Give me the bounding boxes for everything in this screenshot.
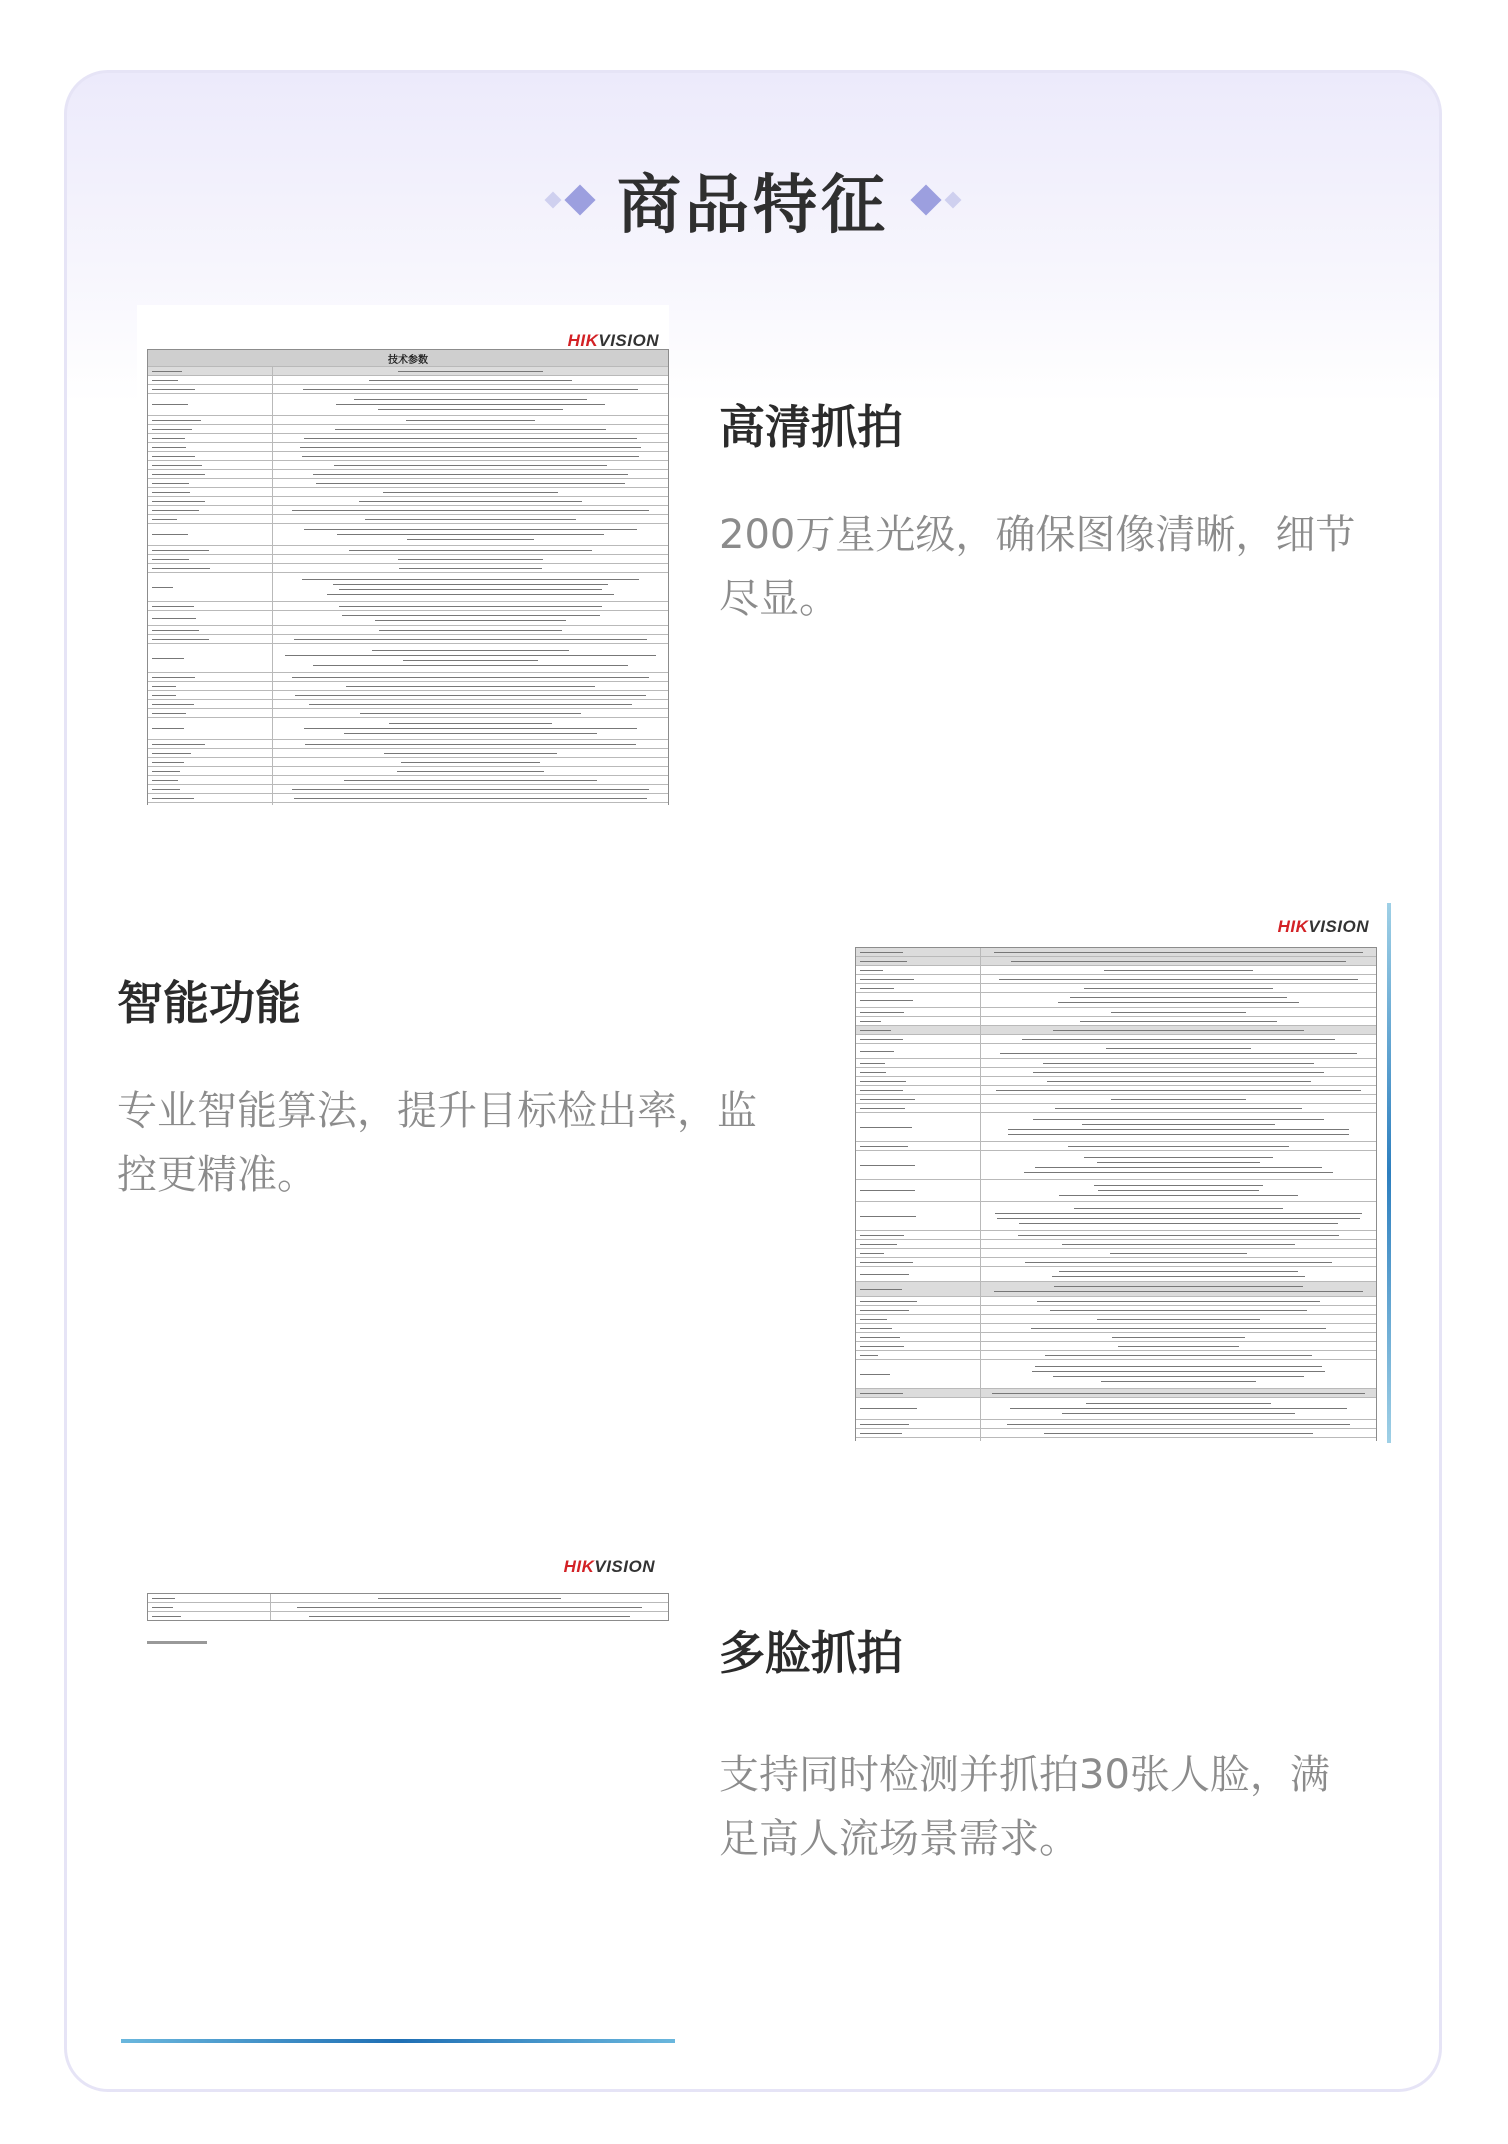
spec-row [148,524,668,546]
spec-row [148,443,668,452]
spec-row [148,470,668,479]
spec-row [148,434,668,443]
spec-row [856,1026,1376,1035]
spec-row [856,1068,1376,1077]
spec-row [148,803,668,805]
spec-row [856,1360,1376,1389]
hikvision-logo: HIKVISION [563,1557,655,1576]
feature-card [64,70,1442,2092]
spec-row [856,1333,1376,1342]
spec-row [856,1420,1376,1429]
spec-heading: 技术参数 [388,354,428,366]
spec-row [856,1151,1376,1180]
spec-row [148,367,668,376]
spec-row [148,385,668,394]
spec-row [148,1594,668,1603]
spec-row [856,984,1376,993]
spec-row [148,546,668,555]
spec-row [148,573,668,602]
spec-row [148,497,668,506]
spec-row [148,740,668,749]
spec-row [856,1258,1376,1267]
spec-row [856,966,1376,975]
spec-row [856,1398,1376,1420]
spec-row [856,957,1376,966]
spec-row [148,718,668,740]
spec-row [856,1142,1376,1151]
spec-row [856,1429,1376,1438]
spec-row [148,555,668,564]
image-edge-line [1387,903,1391,1443]
spec-row [148,1612,668,1620]
spec-row [148,1603,668,1612]
spec-row [856,1086,1376,1095]
spec-row [148,785,668,794]
spec-row [856,993,1376,1008]
spec-row [856,1306,1376,1315]
spec-row [148,700,668,709]
spec-row [856,1104,1376,1113]
feature-title-smart-function: 智能功能 [117,976,301,1030]
spec-table [147,349,669,805]
spec-row [148,488,668,497]
image-bottom-edge-line [121,2039,675,2043]
spec-row [148,776,668,785]
spec-row [148,758,668,767]
spec-row [148,673,668,682]
hikvision-logo: HIKVISION [567,331,659,350]
spec-row [148,425,668,434]
spec-row [856,1113,1376,1142]
spec-row [856,975,1376,984]
spec-row [148,479,668,488]
right-diamond-decoration [915,189,959,211]
spec-table [147,1593,669,1621]
spec-row [856,1180,1376,1202]
left-diamond-decoration [547,189,591,211]
section-title: 商品特征 [617,169,889,243]
spec-row [856,1044,1376,1059]
spec-row [148,644,668,673]
spec-row [148,794,668,803]
spec-table [855,947,1377,1441]
spec-row [856,1282,1376,1297]
spec-row [856,1035,1376,1044]
spec-row [856,1077,1376,1086]
spec-row [148,611,668,626]
spec-row [856,1324,1376,1333]
spec-row [148,376,668,385]
spec-row [148,767,668,776]
spec-row [856,1249,1376,1258]
spec-row [856,948,1376,957]
feature-title-hd-capture: 高清抓拍 [719,400,903,454]
spec-row [148,635,668,644]
spec-row [148,564,668,573]
spec-row [856,1240,1376,1249]
spec-row [856,1342,1376,1351]
spec-row [148,749,668,758]
spec-row [856,1095,1376,1104]
feature-title-multi-face-capture: 多脸抓拍 [719,1626,903,1680]
spec-row [856,1017,1376,1026]
hikvision-logo: HIKVISION [1277,917,1369,936]
spec-row [148,602,668,611]
spec-row [148,506,668,515]
feature-desc-smart-function: 专业智能算法，提升目标检出率，监控更精准。 [117,1088,757,1198]
spec-row [148,416,668,425]
spec-row [148,461,668,470]
spec-row [148,452,668,461]
spec-row [148,626,668,635]
spec-sheet-image-2 [847,903,1399,1441]
feature-desc-hd-capture: 200万星光级，确保图像清晰，细节尽显。 [719,512,1356,622]
spec-sheet-image-1 [137,305,669,805]
spec-sheet-image-3 [117,1533,673,2003]
spec-row [856,1315,1376,1324]
spec-row [148,691,668,700]
spec-row [856,1059,1376,1068]
feature-desc-multi-face-capture: 支持同时检测并抓拍30张人脸，满足高人流场景需求。 [719,1752,1330,1862]
spec-row [856,1438,1376,1441]
spec-row [148,682,668,691]
spec-row [148,515,668,524]
spec-row [856,1297,1376,1306]
section-header [67,145,1439,255]
spec-row [856,1008,1376,1017]
spec-row [856,1267,1376,1282]
spec-row [856,1231,1376,1240]
spec-row [148,394,668,416]
spec-row [148,709,668,718]
spec-row [856,1202,1376,1231]
spec-row [856,1351,1376,1360]
spec-row [856,1389,1376,1398]
